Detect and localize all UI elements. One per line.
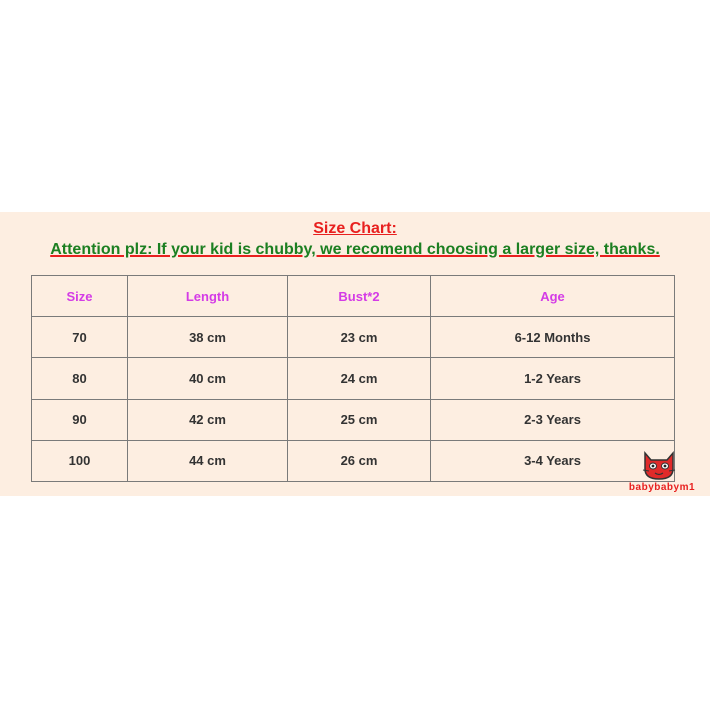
table-row (32, 399, 675, 440)
header-length: Length (128, 276, 288, 317)
cell-length: 38 cm (128, 317, 288, 358)
cell-size: 90 (32, 399, 128, 440)
header-age: Age (431, 276, 675, 317)
cell-length: 44 cm (128, 440, 288, 481)
cell-size: 70 (32, 317, 128, 358)
header-size: Size (32, 276, 128, 317)
table-header-row (32, 276, 675, 317)
size-chart-title: Size Chart: (313, 220, 397, 237)
size-table (31, 275, 675, 482)
cell-length: 40 cm (128, 358, 288, 399)
cell-bust: 23 cm (288, 317, 431, 358)
cell-age: 1-2 Years (431, 358, 675, 399)
brand-watermark: babybabym1 (628, 482, 696, 493)
table-row (32, 317, 675, 358)
cell-bust: 26 cm (288, 440, 431, 481)
cell-bust: 24 cm (288, 358, 431, 399)
chubby-notice (0, 241, 710, 259)
cell-bust: 25 cm (288, 399, 431, 440)
header-bust: Bust*2 (288, 276, 431, 317)
cell-age: 3-4 Years (431, 440, 675, 481)
cell-length: 42 cm (128, 399, 288, 440)
cell-size: 100 (32, 440, 128, 481)
chubby-notice-text: Attention plz: If your kid is chubby, we recomend choosing a larger size, thanks. (50, 241, 660, 258)
cell-size: 80 (32, 358, 128, 399)
cell-age: 2-3 Years (431, 399, 675, 440)
table-row (32, 440, 675, 481)
cell-age: 6-12 Months (431, 317, 675, 358)
table-row (32, 358, 675, 399)
red-cat-face-icon (640, 449, 678, 481)
